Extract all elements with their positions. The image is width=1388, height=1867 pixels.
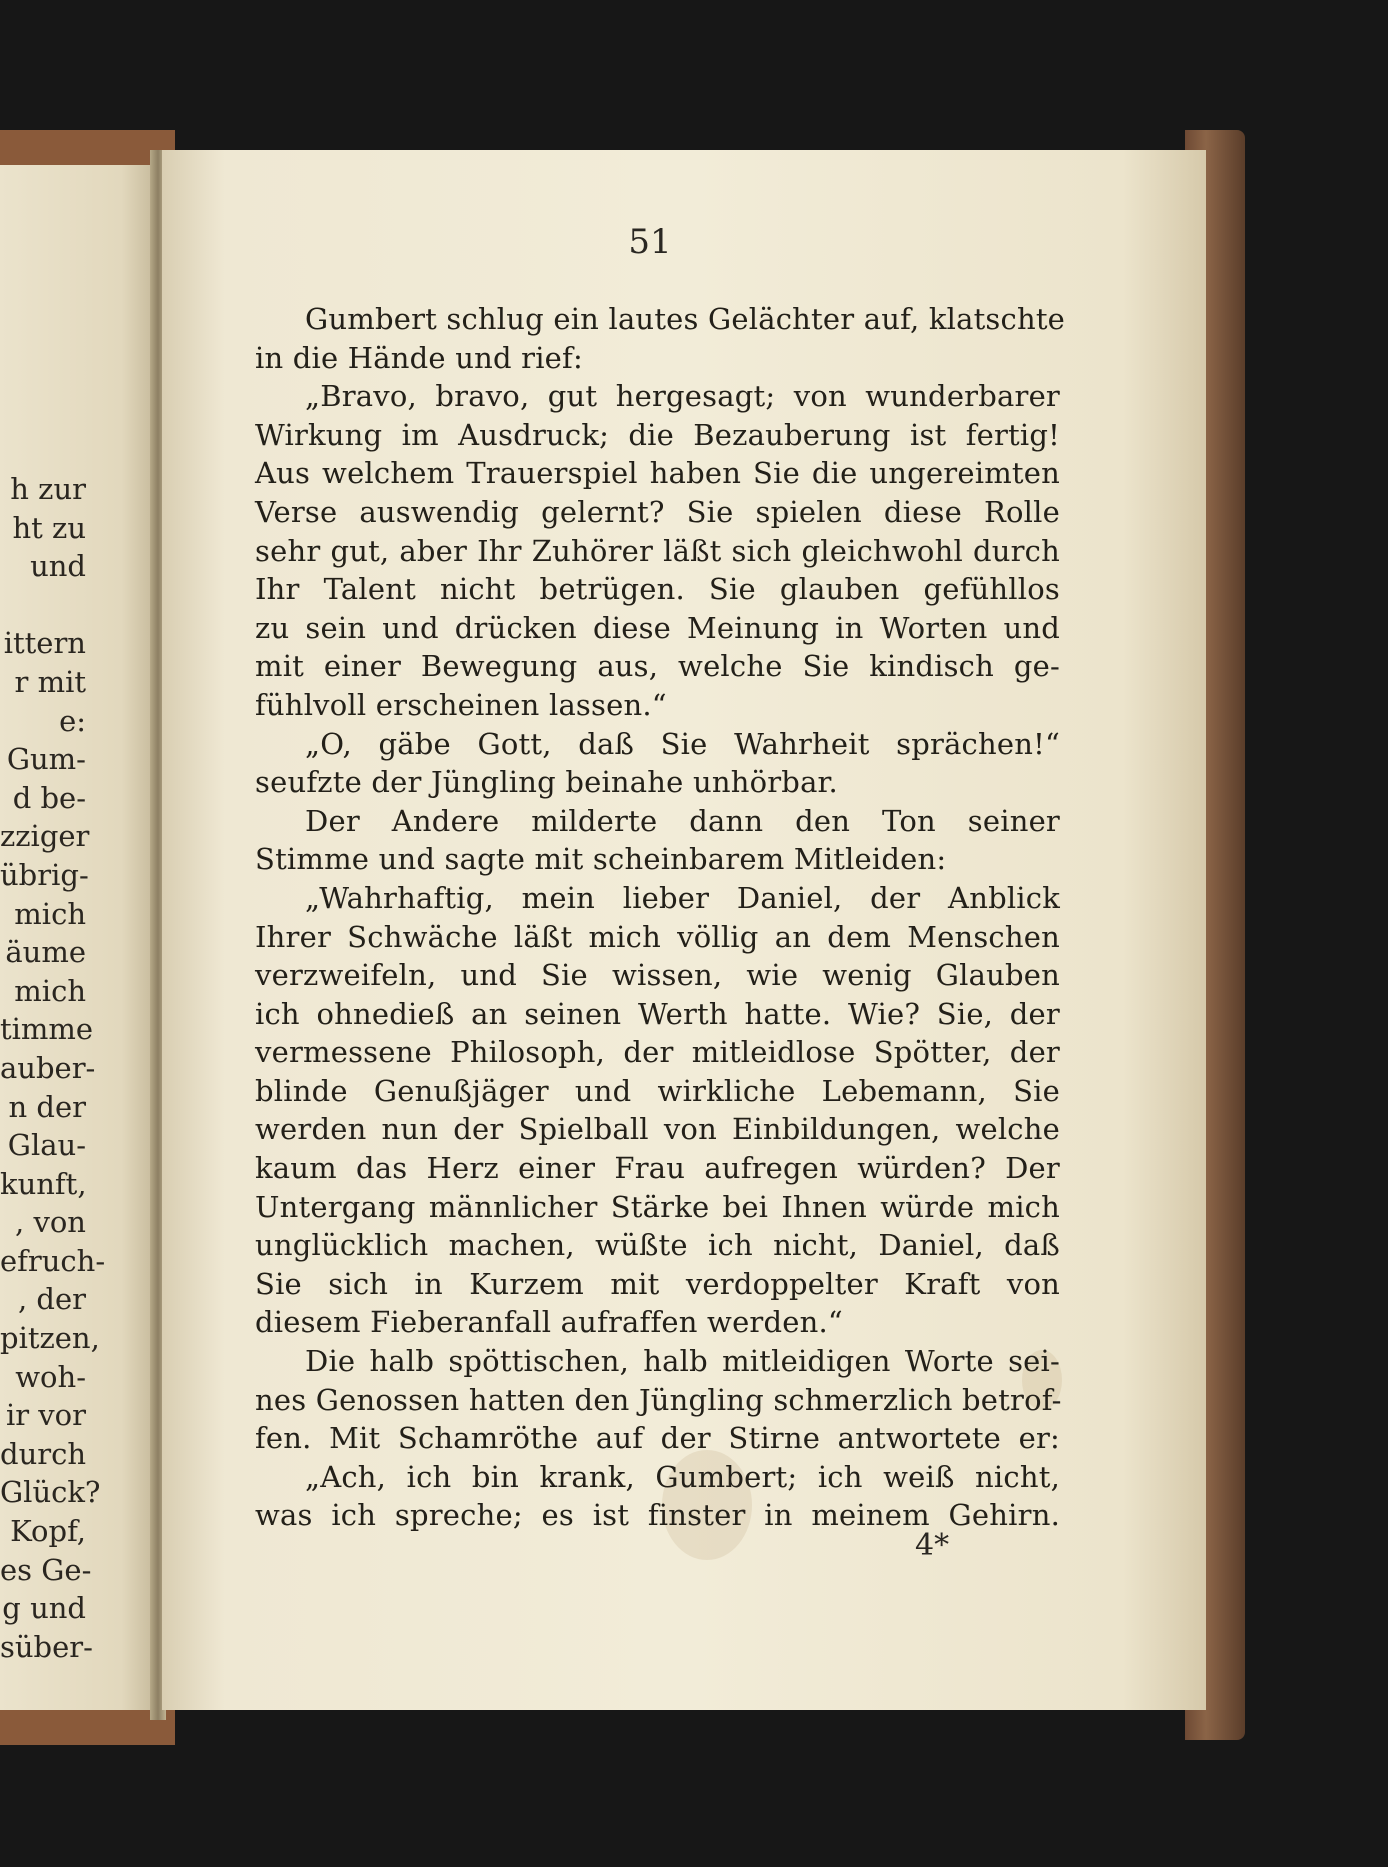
text-line: Sie sich in Kurzem mit verdoppelter Kraft von <box>255 1266 1060 1301</box>
left-page-line: n der <box>8 1089 86 1124</box>
left-page-line: kunft, <box>0 1166 87 1201</box>
text-line: verzweifeln, und Sie wissen, wie wenig Glauben <box>255 958 1060 993</box>
text-line: vermessene Philosoph, der mitleidlose Spötter, der <box>255 1035 1060 1070</box>
text-line: nes Genossen hatten den Jüngling schmerzlich betrof- <box>255 1382 1062 1417</box>
left-page-line: Kopf, <box>10 1514 86 1549</box>
left-page-line: durch <box>0 1436 87 1471</box>
left-page-line: ir vor <box>5 1398 86 1433</box>
text-line: Die halb spöttischen, halb mitleidigen Worte sei- <box>305 1344 1060 1379</box>
left-page-line: h zur <box>10 472 86 506</box>
left-page-line: es Ge- <box>0 1552 92 1587</box>
left-page-line: äume <box>5 935 86 970</box>
text-line: ich ohnedieß an seinen Werth hatte. Wie? Sie, der <box>255 996 1060 1031</box>
left-page-line: , der <box>17 1282 86 1317</box>
left-page-line: mich <box>14 973 86 1008</box>
left-page-line: süber- <box>0 1629 93 1664</box>
left-page-line: timme <box>0 1012 94 1047</box>
left-page-line: und <box>30 549 86 584</box>
left-page-line: Glau- <box>7 1128 86 1163</box>
left-page-line: ht zu <box>12 510 86 545</box>
text-line: Der Andere milderte dann den Ton seiner <box>305 803 1060 838</box>
text-line: „Ach, ich bin krank, Gumbert; ich weiß nicht, <box>305 1459 1060 1494</box>
text-line: „O, gäbe Gott, daß Sie Wahrheit sprächen!“ <box>305 726 1060 761</box>
text-line: zu sein und drücken diese Meinung in Worten und <box>255 610 1060 645</box>
left-page-line: pitzen, <box>0 1321 100 1356</box>
text-line: unglücklich machen, wüßte ich nicht, Daniel, daß <box>255 1228 1060 1263</box>
left-page-line: e: <box>59 703 86 738</box>
text-line: blinde Genußjäger und wirkliche Lebemann, Sie <box>255 1073 1060 1108</box>
text-line: fühlvoll erscheinen lassen.“ <box>255 687 667 722</box>
page-number: 51 <box>628 222 672 262</box>
text-line: Wirkung im Ausdruck; die Bezauberung ist fertig! <box>255 417 1060 452</box>
left-page-line: r mit <box>14 664 86 699</box>
text-line: was ich spreche; es ist finster in meinem Gehirn. <box>255 1498 1060 1533</box>
left-page-line: g und <box>2 1591 86 1626</box>
left-page-line: efruch- <box>0 1243 106 1278</box>
text-line: „Wahrhaftig, mein lieber Daniel, der Anblick <box>305 880 1060 915</box>
text-line: Aus welchem Trauerspiel haben Sie die ungereimten <box>255 456 1060 491</box>
text-line: werden nun der Spielball von Einbildungen, welche <box>255 1112 1060 1147</box>
text-line: Stimme und sagte mit scheinbarem Mitleiden: <box>255 842 947 877</box>
left-page-line: Gum- <box>6 742 86 777</box>
left-page-text <box>0 470 148 1666</box>
body-text <box>255 300 1066 1535</box>
text-line: mit einer Bewegung aus, welche Sie kindisch ge- <box>255 649 1060 684</box>
text-line: Ihr Talent nicht betrügen. Sie glauben gefühllos <box>255 572 1060 607</box>
text-line: Ihrer Schwäche läßt mich völlig an dem Menschen <box>255 919 1060 954</box>
text-line: kaum das Herz einer Frau aufregen würden? Der <box>255 1151 1060 1186</box>
text-line: „Bravo, bravo, gut hergesagt; von wunderbarer <box>305 379 1060 414</box>
text-line: Gumbert schlug ein lautes Gelächter auf, klatschte <box>305 302 1066 336</box>
left-page-line: Glück? <box>0 1475 101 1510</box>
text-line: Verse auswendig gelernt? Sie spielen diese Rolle <box>255 494 1060 529</box>
left-page-line: zziger <box>0 819 90 854</box>
left-page <box>0 165 152 1710</box>
text-line: in die Hände und rief: <box>255 340 583 375</box>
left-page-line: mich <box>14 896 86 931</box>
left-page-line: , von <box>15 1205 86 1240</box>
text-line: Untergang männlicher Stärke bei Ihnen würde mich <box>255 1189 1060 1224</box>
text-line: fen. Mit Schamröthe auf der Stirne antwortete er: <box>255 1421 1060 1456</box>
left-page-line: auber- <box>0 1050 96 1085</box>
left-page-line: woh- <box>15 1359 86 1394</box>
left-page-line: d be- <box>12 780 86 815</box>
left-page-line: übrig- <box>0 857 89 892</box>
text-line: seufzte der Jüngling beinahe unhörbar. <box>255 765 838 800</box>
left-page-line: ittern <box>3 626 86 661</box>
left-page-line <box>0 586 148 625</box>
signature-mark: 4* <box>915 1528 950 1563</box>
text-line: diesem Fieberanfall aufraffen werden.“ <box>255 1305 843 1340</box>
text-line: sehr gut, aber Ihr Zuhörer läßt sich gleichwohl durch <box>255 533 1060 568</box>
